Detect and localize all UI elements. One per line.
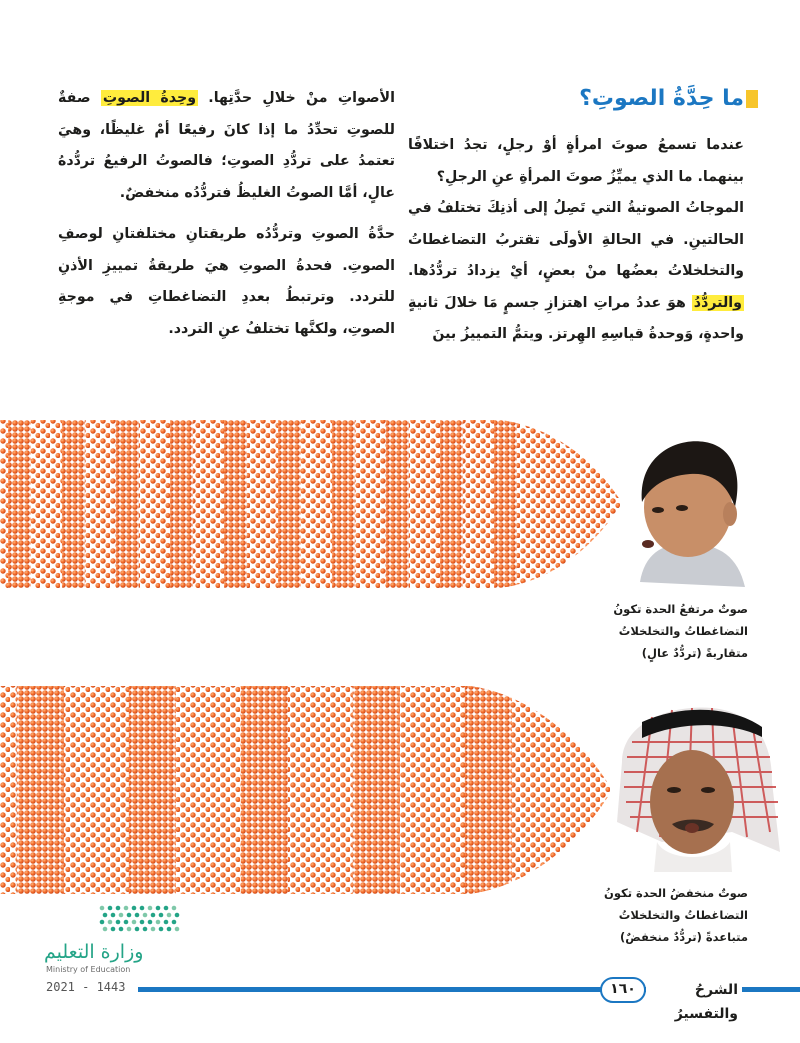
caption-line: صوتٌ مرتفعُ الحدة تكونُ (613, 602, 748, 616)
caption-low-pitch (560, 882, 748, 948)
paragraph-text: صفةٌ للصوتِ تحدِّدُ ما إذا كانَ رفيعًا أمْ غليظًا، وهيَ تعتمدُ على تردُّدِ الصوتِ؛ فالصوتُ الرفيعُ تردُّدهُ عالٍ، أمَّا الصوتُ الغليظُ فتردُّدُه منخفضٌ. (58, 90, 395, 201)
compression-band (332, 408, 355, 598)
paragraph-text: الموجاتُ الصوتيةُ التي تَصِلُ إلى أذنِكَ تختلفُ في الحالتينِ. في الحالةِ الأولَى تقتربُ التضاغطاتُ والتخلخلاتُ بعضُها منْ بعضٍ، أيْ يزدادُ تردُّدُها. (408, 200, 744, 279)
caption-line: صوتٌ منخفضُ الحدة تكونُ (604, 886, 748, 900)
compression-band (465, 672, 512, 902)
page-number: ١٦٠ (600, 977, 646, 1003)
paragraph-text: هوَ عددُ مراتِ اهتزازِ جسمٍ مَا خلالَ ثانيةٍ واحدةٍ، وَوحدةُ قياسِهِ الهِرتز. ويتمُّ التمييزُ بينَ (408, 294, 744, 342)
compression-band (278, 408, 301, 598)
compression-band (494, 408, 517, 598)
paragraph: عندما تسمعُ صوتَ امرأةٍ أوْ رجلٍ، تجدُ اختلافًا بينهما. ما الذي يميِّزُ صوتَ المرأةِ عنِ الرجلِ؟ (408, 137, 744, 185)
compression-band (353, 672, 400, 902)
compression-band (170, 408, 193, 598)
key-term-frequency: والتردُّدُ (693, 294, 742, 311)
edition-year: 2021 - 1443 (46, 980, 126, 994)
ministry-name-arabic: وزارة التعليم (44, 941, 144, 963)
compression-band (62, 408, 85, 598)
compression-band (224, 408, 247, 598)
caption-high-pitch (560, 598, 748, 664)
compression-wave-high-frequency (0, 408, 640, 598)
ministry-name-english: Ministry of Education (46, 965, 131, 974)
compression-band (8, 408, 31, 598)
compression-band (440, 408, 463, 598)
compression-wave-low-frequency (0, 672, 640, 902)
paragraph: حدَّةُ الصوتِ وتردُّدُه طريقتانِ مختلفتانِ لوصفِ الصوتِ. فحدةُ الصوتِ هيَ طريقةُ تمييزِ الأذنِ للتردد. وترتبطُ بعددِ التضاغطاتِ في موجةِ الصوتِ، ولكنَّها تختلفُ عنِ التردد. (58, 226, 395, 337)
caption-line: متقاربةً (تردُّدٌ عالٍ) (641, 646, 748, 660)
compression-band (129, 672, 176, 902)
caption-line: التضاغطاتُ والتخلخلاتُ (618, 624, 748, 638)
footer-section-label: الشرحُ والتفسيرُ (646, 978, 742, 1002)
section-marker (746, 90, 758, 108)
paragraph (58, 83, 395, 209)
compression-band (116, 408, 139, 598)
key-term-pitch: وحِدةُ الصوتِ (102, 90, 197, 106)
footer-rule-right (742, 987, 800, 992)
man-speaker-photo (612, 702, 780, 872)
text-column-left (58, 83, 395, 345)
compression-band (17, 672, 64, 902)
boy-speaker-photo (620, 432, 750, 587)
compression-band (386, 408, 409, 598)
caption-line: التضاغطاتُ والتخلخلاتُ (618, 908, 748, 922)
paragraph (408, 193, 744, 351)
section-title: ما حِدَّةُ الصوتِ؟ (579, 86, 744, 111)
text-column-right (408, 130, 744, 351)
paragraph-text: الأصواتِ منْ خلالِ حدَّتِها. (198, 90, 395, 106)
caption-line: متباعدةً (تردُّدٌ منخفضٌ) (620, 930, 748, 944)
compression-band (241, 672, 288, 902)
